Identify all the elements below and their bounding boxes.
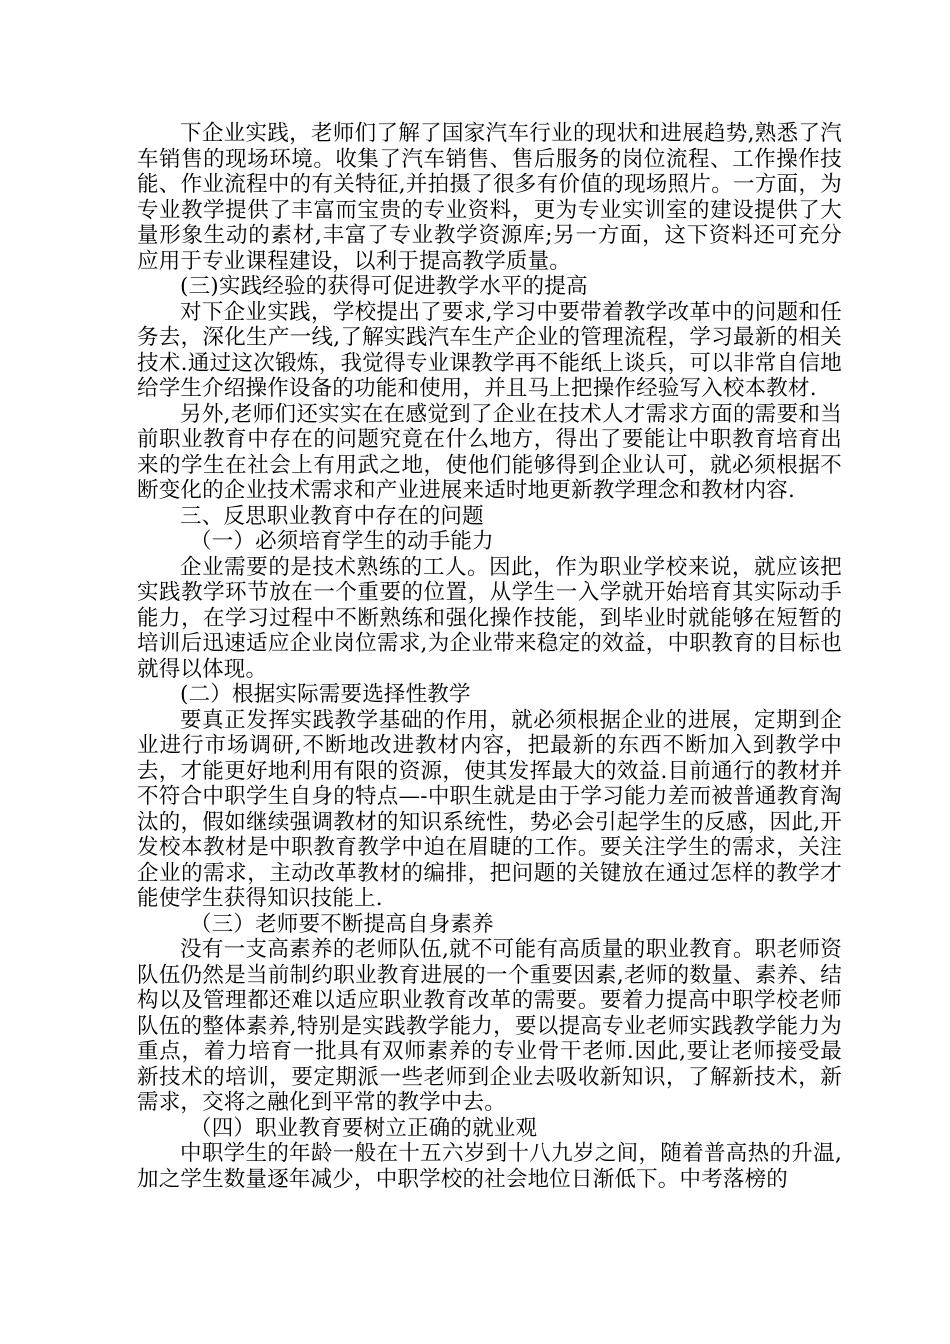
body-paragraph: 没有一支高素养的老师队伍,就不可能有高质量的职业教育。职老师资队伍仍然是当前制约职业教育进展的一个重要因素,老师的数量、素养、结构以及管理都还难以适应职业教育改革的需要。要着力提高中职学校老师队伍的整体素养,特别是实践教学能力，要以提高专业老师实践教学能力为重点，着力培育一批具有双师素养的专业骨干老师.因此,要让老师接受最新技术的培训，要定期派一些老师到企业去吸收新知识，了解新技术，新需求，交将之融化到平常的教学中去。 bbox=[137, 937, 842, 1115]
body-paragraph: 中职学生的年龄一般在十五六岁到十八九岁之间，随着普高热的升温,加之学生数量逐年减少，中职学校的社会地位日渐低下。中考落榜的 bbox=[137, 1141, 842, 1192]
section-heading: （一）必须培育学生的动手能力 bbox=[190, 529, 494, 554]
chapter-heading: 三、反思职业教育中存在的问题 bbox=[180, 503, 484, 529]
body-paragraph: 企业需要的是技术熟练的工人。因此，作为职业学校来说，就应该把实践教学环节放在一个重要的位置，从学生一入学就开始培育其实际动手能力，在学习过程中不断熟练和强化操作技能，到毕业时就能够在短暂的培训后迅速适应企业岗位需求,为企业带来稳定的效益，中职教育的目标也就得以体现。 bbox=[137, 554, 842, 682]
body-paragraph: 另外,老师们还实实在在感觉到了企业在技术人才需求方面的需要和当前职业教育中存在的问题究竟在什么地方，得出了要能让中职教育培育出来的学生在社会上有用武之地，使他们能够得到企业认可，就必须根据不断变化的企业技术需求和产业进展来适时地更新教学理念和教材内容. bbox=[137, 401, 842, 503]
body-paragraph: 对下企业实践，学校提出了要求,学习中要带着教学改革中的问题和任务去，深化生产一线,了解实践汽车生产企业的管理流程，学习最新的相关技术.通过这次锻炼，我觉得专业课教学再不能纸上谈兵，可以非常自信地给学生介绍操作设备的功能和使用，并且马上把操作经验写入校本教材. bbox=[137, 299, 842, 401]
section-heading: （四）职业教育要树立正确的就业观 bbox=[190, 1115, 538, 1141]
section-heading: (三)实践经验的获得可促进教学水平的提高 bbox=[180, 274, 588, 299]
body-paragraph: 下企业实践，老师们了解了国家汽车行业的现状和进展趋势,熟悉了汽车销售的现场环境。收集了汽车销售、售后服务的岗位流程、工作操作技能、作业流程中的有关特征,并拍摄了很多有价值的现场照片。一方面，为专业教学提供了丰富而宝贵的专业资料，更为专业实训室的建设提供了大量形象生动的素材,丰富了专业教学资源库;另一方面，这下资料还可充分应用于专业课程建设，以利于提高教学质量。 bbox=[137, 121, 842, 274]
document-page bbox=[137, 121, 842, 1192]
body-paragraph: 要真正发挥实践教学基础的作用，就必须根据企业的进展，定期到企业进行市场调研,不断地改进教材内容，把最新的东西不断加入到教学中去，才能更好地利用有限的资源，使其发挥最大的效益.目前通行的教材并不符合中职学生自身的特点—-中职生就是由于学习能力差而被普通教育淘汰的，假如继续强调教材的知识系统性，势必会引起学生的反感，因此,开发校本教材是中职教育教学中迫在眉睫的工作。要关注学生的需求，关注企业的需求，主动改革教材的编排，把问题的关键放在通过怎样的教学才能使学生获得知识技能上. bbox=[137, 707, 842, 911]
section-heading: （三）老师要不断提高自身素养 bbox=[190, 911, 494, 937]
section-heading: (二）根据实际需要选择性教学 bbox=[180, 682, 471, 707]
